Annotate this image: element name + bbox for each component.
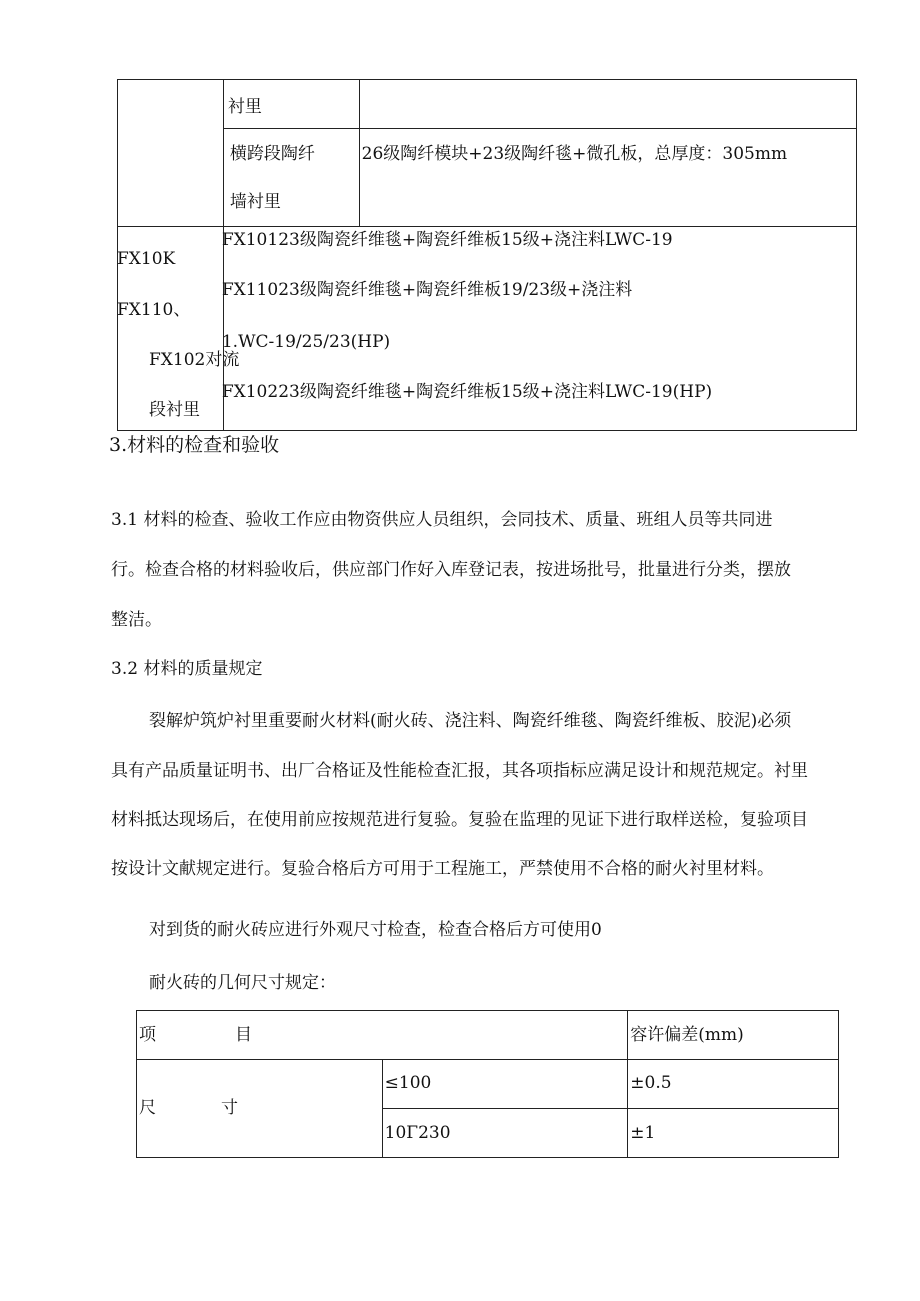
transverse-label-cell — [223, 129, 359, 227]
transverse-content: 26级陶纤模块+23级陶纤毯+微孔板，总厚度：305mm — [361, 144, 788, 164]
fx-label-line: FX10K — [117, 249, 176, 269]
fx-label-line: FX102对流 — [149, 350, 240, 370]
transverse-label-line2: 墙衬里 — [229, 192, 281, 212]
table-row — [137, 1060, 839, 1109]
fx-content-line: FX10223级陶瓷纤维毯+陶瓷纤维板15级+浇注料LWC-19(HP) — [221, 382, 713, 402]
header-item-a: 项 — [139, 1025, 156, 1045]
tolerance-value: ±1 — [630, 1123, 656, 1143]
paragraph-line: 材料抵达现场后，在使用前应按规范进行复验。复验在监理的见证下进行取样送检，复验项目 — [111, 810, 808, 830]
fx-content-line: FX11023级陶瓷纤维毯+陶瓷纤维板19/23级+浇注料 — [221, 280, 633, 300]
header-item-cell — [137, 1011, 628, 1060]
paragraph-line: 按设计文献规定进行。复验合格后方可用于工程施工，严禁使用不合格的耐火衬里材料。 — [111, 859, 774, 879]
paragraph-line: 裂解炉筑炉衬里重要耐火材料(耐火砖、浇注料、陶瓷纤维毯、陶瓷纤维板、胶泥)必须 — [149, 711, 792, 731]
transverse-label-line1: 横跨段陶纤 — [229, 144, 315, 164]
transverse-content-cell — [359, 129, 856, 227]
range-cell — [382, 1109, 628, 1158]
paragraph-line: 行。检查合格的材料验收后，供应部门作好入库登记表，按进场批号，批量进行分类，摆放 — [111, 560, 791, 580]
paragraph-line: 3.1 材料的检查、验收工作应由物资供应人员组织，会同技术、质量、班组人员等共同进 — [111, 510, 773, 530]
fx-label-line: FX110、 — [117, 300, 191, 320]
lining-content-cell — [359, 80, 856, 129]
table-row — [118, 80, 857, 129]
fx-label-cell — [117, 227, 240, 431]
tolerance-value: ±0.5 — [630, 1073, 672, 1093]
table-row — [118, 129, 857, 227]
fx-content-line: FX10123级陶瓷纤维毯+陶瓷纤维板15级+浇注料LWC-19 — [221, 230, 673, 250]
section-heading: 3.材料的检查和验收 — [109, 434, 280, 456]
header-item-b: 目 — [235, 1025, 252, 1045]
tol-cell — [628, 1060, 839, 1109]
tolerance-table — [136, 1010, 839, 1158]
header-tolerance: 容许偏差(mm) — [630, 1025, 744, 1045]
paragraph-line: 具有产品质量证明书、出厂合格证及性能检查汇报，其各项指标应满足设计和规范规定。衬里 — [111, 761, 808, 781]
lining-table — [117, 79, 857, 431]
table-row — [118, 227, 857, 431]
size-label-a: 尺 — [139, 1098, 156, 1118]
table-row — [137, 1011, 839, 1060]
fx-content-line: 1.WC-19/25/23(HP) — [221, 332, 391, 352]
paragraph-line: 耐火砖的几何尺寸规定： — [149, 973, 336, 993]
range-value: 10Γ230 — [384, 1123, 451, 1143]
lining-category-cell — [118, 80, 224, 227]
header-tol-cell — [628, 1011, 839, 1060]
tol-cell — [628, 1109, 839, 1158]
subsection-heading: 3.2 材料的质量规定 — [111, 659, 263, 679]
size-cell — [137, 1060, 383, 1158]
lining-label-cell — [223, 80, 359, 129]
paragraph-line: 对到货的耐火砖应进行外观尺寸检查，检查合格后方可使用0 — [149, 920, 602, 940]
range-cell — [382, 1060, 628, 1109]
range-value: ≤100 — [384, 1073, 432, 1093]
lining-label: 衬里 — [227, 96, 262, 117]
paragraph-line: 整洁。 — [111, 610, 162, 630]
size-label-b: 寸 — [221, 1098, 238, 1118]
fx-label-line: 段衬里 — [149, 400, 200, 420]
fx-content-cell — [223, 227, 856, 431]
